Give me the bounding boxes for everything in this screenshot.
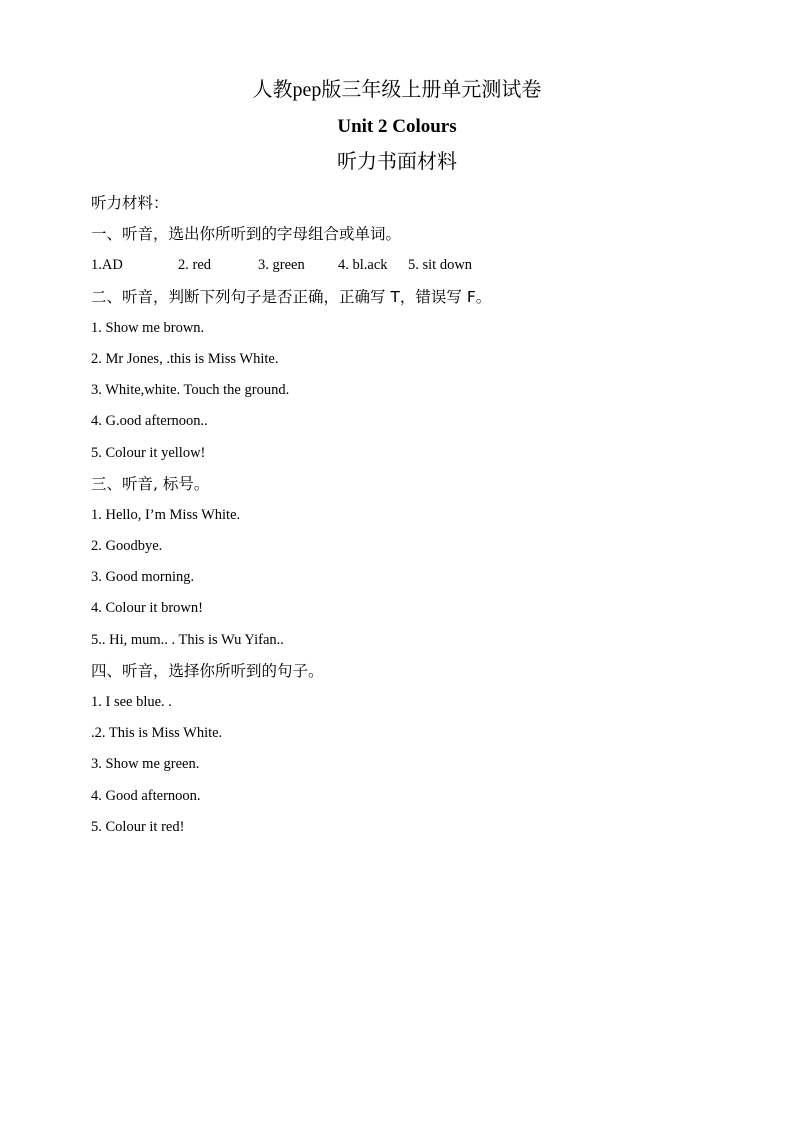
section-1-heading: 一、听音，选出你所听到的字母组合或单词。: [91, 225, 402, 244]
section-4-item: 1. I see blue. .: [91, 694, 172, 710]
section-2-item: 3. White,white. Touch the ground.: [91, 382, 290, 399]
option-1: 1.AD: [91, 257, 123, 274]
section-3-item: 1. Hello, I’m Miss White.: [91, 506, 241, 523]
section-3-item: 2. Goodbye.: [91, 538, 163, 555]
section-3-heading: 三、听音, 标号。: [91, 474, 210, 493]
section-4-item: .2. This is Miss White.: [91, 725, 223, 742]
option-5: 5. sit down: [408, 257, 473, 274]
section-2-heading: 二、听音，判断下列句子是否正确，正确写 T，错误写 F。: [91, 287, 492, 306]
section-3-item: 4. Colour it brown!: [91, 600, 203, 617]
section-4-item: 4. Good afternoon.: [91, 787, 201, 804]
section-2-item: 2. Mr Jones, .this is Miss White.: [91, 350, 279, 367]
document-subtitle: 听力书面材料: [337, 151, 457, 173]
section-3-item: 3. Good morning.: [91, 569, 195, 586]
option-3: 3. green: [258, 257, 305, 274]
section-4-item: 3. Show me green.: [91, 756, 200, 773]
section-4-heading: 四、听音，选择你所听到的句子。: [91, 661, 324, 680]
section-2-item: 5. Colour it yellow!: [91, 444, 206, 461]
section-2-item: 1. Show me brown.: [91, 319, 205, 336]
section-4-item: 5. Colour it red!: [91, 818, 185, 835]
option-2: 2. red: [178, 257, 212, 274]
listening-material: [91, 192, 711, 847]
intro-label: 听力材料：: [91, 194, 169, 212]
option-4: 4. bl.ack: [338, 257, 388, 274]
unit-title: Unit 2 Colours: [337, 116, 457, 137]
section-3-item: 5.. Hi, mum.. . This is Wu Yifan..: [91, 631, 284, 648]
section-1-options: [91, 254, 711, 285]
document-title: 人教pep版三年级上册单元测试卷: [252, 79, 542, 101]
section-2-item: 4. G.ood afternoon..: [91, 413, 208, 430]
